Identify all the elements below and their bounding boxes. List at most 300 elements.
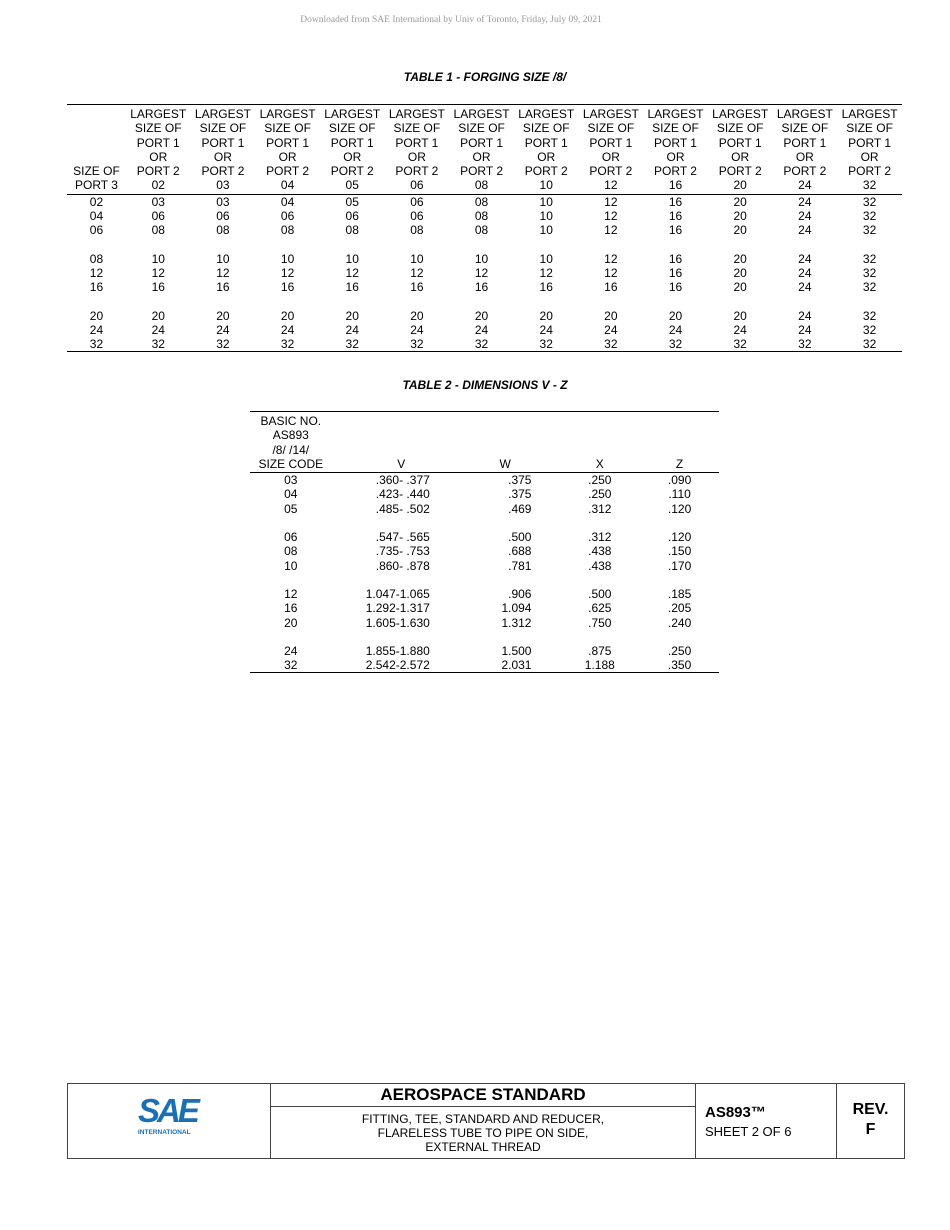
table-cell: .438 [588, 544, 612, 559]
table-cell: 20 [216, 308, 230, 323]
table-cell: 04 [280, 194, 295, 209]
table-cell: 24 [280, 322, 295, 337]
column-header-line: SIZE OF [328, 121, 376, 136]
table-cell: .438 [588, 558, 612, 573]
revision-value: F [865, 1121, 876, 1138]
table-cell: 1.094 [501, 601, 532, 616]
column-header-line: LARGEST [130, 107, 187, 121]
table-cell: 1.605-1.630 [365, 615, 430, 630]
group-spacer [67, 295, 902, 309]
table-cell: .860- .878 [375, 558, 430, 573]
table-cell: 16 [668, 223, 683, 238]
table-cell: .170 [667, 558, 692, 573]
description-line-3: EXTERNAL THREAD [425, 1140, 541, 1155]
sae-logo [136, 1094, 206, 1136]
table-cell: 06 [280, 209, 295, 224]
column-header-line: SIZE OF [134, 121, 182, 136]
column-header-line: PORT 1 [718, 135, 762, 150]
column-header-line: LARGEST [259, 107, 316, 121]
table-row [67, 323, 902, 337]
table-row [250, 544, 719, 558]
table-cell: .750 [588, 615, 612, 630]
table-cell: 20 [733, 209, 747, 224]
table-cell: 16 [668, 280, 683, 295]
table-cell: 10 [280, 251, 295, 266]
table-cell: 24 [798, 322, 812, 337]
table-cell: 16 [474, 280, 489, 295]
size-code-header-line: SIZE CODE [258, 456, 324, 471]
dimension-header: Z [675, 456, 684, 471]
column-header-line: PORT 1 [201, 135, 245, 150]
table-row [67, 209, 902, 223]
table-cell: 20 [604, 308, 618, 323]
table-cell: 16 [604, 280, 618, 295]
table-cell: 10 [151, 251, 165, 266]
table-row [250, 530, 719, 544]
column-header-line: SIZE OF [522, 121, 570, 136]
column-header-line: SIZE OF [846, 121, 893, 136]
column-size: 02 [151, 178, 165, 193]
table-cell: .250 [588, 487, 612, 502]
table-cell: 12 [474, 265, 489, 280]
column-header-line: OR [731, 149, 750, 164]
column-header [320, 105, 385, 195]
table-cell: 16 [89, 280, 104, 295]
table-cell: 12 [604, 209, 618, 224]
column-header-line: PORT 1 [654, 135, 697, 150]
table-cell: 16 [668, 265, 683, 280]
column-header-line: OR [278, 149, 297, 164]
table-cell: 20 [280, 308, 295, 323]
column-header [514, 105, 579, 195]
column-header-line: OR [860, 149, 879, 164]
table-cell: 16 [668, 209, 683, 224]
column-header-line: LARGEST [388, 107, 445, 121]
table-cell: 1.047-1.065 [365, 586, 430, 601]
table-cell: 32 [474, 337, 489, 352]
title-block [67, 1083, 905, 1159]
column-size: 12 [604, 178, 618, 193]
table-cell: 20 [733, 308, 747, 323]
table-cell: 16 [668, 194, 683, 209]
table-cell: 20 [733, 265, 747, 280]
table-cell: 32 [284, 658, 298, 673]
table-cell: 12 [151, 265, 165, 280]
table-cell: 12 [604, 223, 618, 238]
table-cell: 24 [798, 209, 812, 224]
table-cell: 32 [862, 322, 877, 337]
table-row [67, 252, 902, 266]
table-cell: 20 [539, 308, 553, 323]
column-header-line: OR [213, 149, 232, 164]
column-header-line: PORT 2 [524, 164, 568, 179]
table-cell: .250 [667, 643, 692, 658]
column-header-line: PORT 1 [136, 135, 180, 150]
column-header-line: SIZE OF [652, 121, 699, 136]
table-cell: 16 [151, 280, 165, 295]
table-cell: .250 [588, 473, 612, 488]
group-spacer [250, 573, 719, 587]
table2-title: TABLE 2 - DIMENSIONS V - Z [402, 378, 568, 392]
table-cell: 05 [345, 194, 359, 209]
table-cell: 08 [151, 223, 165, 238]
column-header-line: PORT 2 [266, 164, 310, 179]
group-spacer [250, 630, 719, 644]
table-cell: 32 [604, 337, 618, 352]
table-cell: 06 [216, 209, 230, 224]
column-header [773, 105, 838, 195]
table-cell: 08 [284, 544, 298, 559]
dimensions-table [250, 411, 719, 673]
document-number: AS893™ [705, 1104, 766, 1121]
table-cell: 03 [216, 194, 230, 209]
table-cell: 12 [604, 265, 618, 280]
table-cell: .500 [508, 530, 532, 545]
table-row [250, 644, 719, 658]
table-cell: 32 [539, 337, 553, 352]
logo-subtext: INTERNATIONAL [138, 1129, 191, 1136]
table-cell: .150 [667, 544, 692, 559]
row-header-line: SIZE OF [73, 164, 120, 179]
table-cell: 12 [345, 265, 359, 280]
table-cell: 24 [539, 322, 553, 337]
table-cell: 24 [151, 322, 165, 337]
column-header-line: LARGEST [776, 107, 833, 121]
table-cell: 20 [733, 223, 747, 238]
table-cell: 03 [284, 473, 298, 488]
table-cell: 10 [539, 251, 553, 266]
table-cell: 12 [216, 265, 230, 280]
table-cell: .205 [667, 601, 692, 616]
table-cell: 24 [668, 322, 683, 337]
table-cell: .906 [508, 586, 532, 601]
column-header-line: OR [601, 149, 620, 164]
column-header-line: SIZE OF [587, 121, 635, 136]
column-header-line: PORT 2 [395, 164, 439, 179]
table-cell: .360- .377 [375, 473, 430, 488]
table-cell: 24 [798, 251, 812, 266]
column-header [385, 105, 450, 195]
column-size: 20 [733, 178, 747, 193]
table-cell: 32 [733, 337, 747, 352]
column-header-line: PORT 2 [589, 164, 633, 179]
table-cell: .185 [667, 586, 692, 601]
column-size: 24 [798, 178, 812, 193]
dimension-header: W [499, 456, 511, 471]
column-header [449, 105, 514, 195]
size-code-header [250, 412, 332, 473]
table-cell: 10 [345, 251, 359, 266]
document-cell [696, 1084, 837, 1158]
column-header-line: PORT 2 [460, 164, 503, 179]
table-cell: 16 [410, 280, 424, 295]
table-cell: 06 [410, 209, 424, 224]
table-cell: 32 [151, 337, 165, 352]
table-row [250, 587, 719, 601]
revision-label: REV. [852, 1101, 889, 1118]
table-cell: 2.542-2.572 [365, 658, 430, 673]
table-cell: 32 [862, 337, 877, 352]
logo-text: SAE [138, 1094, 197, 1129]
column-header-line: LARGEST [518, 107, 575, 121]
table-cell: 04 [284, 487, 298, 502]
table-row [67, 280, 902, 294]
column-header-line: PORT 1 [460, 135, 503, 150]
table-cell: 06 [410, 194, 424, 209]
column-header-line: PORT 1 [783, 135, 827, 150]
table-cell: .375 [508, 487, 532, 502]
column-header-line: OR [407, 149, 426, 164]
table-row [250, 559, 719, 573]
table-cell: 32 [862, 308, 877, 323]
table-cell: .735- .753 [375, 544, 430, 559]
table-cell: 04 [89, 209, 104, 224]
table-cell: 08 [345, 223, 359, 238]
table-cell: 24 [216, 322, 230, 337]
column-size: 10 [539, 178, 553, 193]
table-cell: 1.855-1.880 [365, 643, 430, 658]
column-header [708, 105, 773, 195]
column-header [643, 105, 708, 195]
table-cell: 20 [474, 308, 489, 323]
table-cell: 10 [216, 251, 230, 266]
table-cell: 08 [89, 251, 104, 266]
dimension-header: X [595, 456, 604, 471]
table-row [250, 616, 719, 630]
table-cell: 24 [798, 223, 812, 238]
table-cell: 06 [345, 209, 359, 224]
table-row [250, 502, 719, 516]
table-cell: 20 [410, 308, 424, 323]
column-header-line: PORT 1 [524, 135, 568, 150]
size-code-header-line: /8/ /14/ [272, 442, 310, 457]
column-size: 04 [280, 178, 295, 193]
column-header-line: OR [149, 149, 168, 164]
table-cell: 32 [862, 265, 877, 280]
column-size: 05 [345, 178, 359, 193]
table-cell: 24 [798, 280, 812, 295]
table-cell: .120 [667, 530, 692, 545]
table-cell: 24 [89, 322, 104, 337]
table-cell: 20 [668, 308, 683, 323]
group-spacer [250, 516, 719, 530]
table-row [67, 194, 902, 209]
table-cell: 1.292-1.317 [365, 601, 430, 616]
table-cell: .625 [588, 601, 612, 616]
table-cell: 32 [668, 337, 683, 352]
table-row [67, 337, 902, 352]
column-header-line: LARGEST [194, 107, 251, 121]
table-cell: 32 [216, 337, 230, 352]
table-cell: 24 [798, 308, 812, 323]
table-cell: .781 [508, 558, 532, 573]
column-header-line: PORT 1 [395, 135, 439, 150]
table-cell: 08 [474, 223, 489, 238]
table-cell: 24 [284, 643, 298, 658]
table-cell: .110 [668, 487, 691, 502]
table-cell: 06 [89, 223, 104, 238]
table-cell: .547- .565 [375, 530, 430, 545]
table-cell: .375 [508, 473, 532, 488]
title-cell [271, 1084, 696, 1158]
column-header-line: SIZE OF [264, 121, 311, 136]
column-header-line: PORT 1 [848, 135, 892, 150]
table-cell: .312 [588, 530, 612, 545]
column-header [126, 105, 191, 195]
table-cell: 12 [284, 586, 298, 601]
table-cell: 16 [284, 601, 298, 616]
table-cell: 12 [604, 251, 618, 266]
table-cell: 32 [280, 337, 295, 352]
column-header-line: PORT 2 [654, 164, 697, 179]
column-header-line: PORT 2 [136, 164, 180, 179]
column-size: 32 [862, 178, 877, 193]
column-header-line: OR [666, 149, 685, 164]
table1-title: TABLE 1 - FORGING SIZE /8/ [403, 70, 567, 84]
table-cell: 20 [345, 308, 359, 323]
table-cell: 32 [862, 194, 877, 209]
description-line-1: FITTING, TEE, STANDARD AND REDUCER, [361, 1112, 605, 1126]
table-cell: 12 [410, 265, 424, 280]
table-cell: 24 [604, 322, 618, 337]
revision-cell [837, 1084, 904, 1158]
column-header-line: OR [472, 149, 491, 164]
row-header-line: PORT 3 [75, 178, 118, 193]
column-header-line: OR [795, 149, 814, 164]
table-cell: 16 [280, 280, 295, 295]
table-cell: .090 [667, 473, 692, 488]
table-cell: 20 [733, 251, 747, 266]
table-cell: .312 [588, 501, 612, 516]
column-header-line: OR [343, 149, 362, 164]
table-cell: .120 [667, 501, 692, 516]
table-row [250, 658, 719, 673]
column-header [579, 105, 644, 195]
column-header-line: LARGEST [453, 107, 510, 121]
column-header-line: SIZE OF [393, 121, 441, 136]
table-cell: 32 [89, 337, 104, 352]
table-cell: 05 [284, 501, 298, 516]
column-header-line: SIZE OF [199, 121, 247, 136]
table-cell: 10 [539, 194, 553, 209]
column-size: 06 [410, 178, 424, 193]
table-cell: 20 [733, 194, 747, 209]
table-cell: 1.188 [584, 658, 615, 673]
column-header-line: PORT 2 [330, 164, 374, 179]
table-cell: 08 [410, 223, 424, 238]
table-cell: 12 [89, 265, 104, 280]
table-cell: 20 [284, 615, 298, 630]
table-cell: 24 [798, 194, 812, 209]
table-cell: .350 [667, 658, 692, 673]
table-cell: 24 [733, 322, 747, 337]
column-header-line: PORT 2 [201, 164, 245, 179]
table-cell: .688 [508, 544, 532, 559]
table-cell: 06 [151, 209, 165, 224]
description-line-2: FLARELESS TUBE TO PIPE ON SIDE, [377, 1126, 589, 1141]
column-header-line: SIZE OF [781, 121, 829, 136]
table-cell: 10 [284, 558, 298, 573]
table-cell: 12 [539, 265, 553, 280]
forging-size-table [67, 104, 902, 352]
table-cell: 16 [216, 280, 230, 295]
table-cell: .240 [667, 615, 692, 630]
table-cell: .423- .440 [375, 487, 430, 502]
column-header-line: PORT 1 [330, 135, 374, 150]
column-header-line: LARGEST [582, 107, 639, 121]
table-cell: 32 [410, 337, 424, 352]
standard-description [271, 1107, 695, 1155]
table-cell: 20 [733, 280, 747, 295]
table-cell: 32 [862, 280, 877, 295]
table-cell: 12 [604, 194, 618, 209]
table-cell: 10 [474, 251, 489, 266]
table-cell: 16 [668, 251, 683, 266]
column-header-line: LARGEST [647, 107, 704, 121]
table-cell: 32 [862, 251, 877, 266]
table-row [250, 487, 719, 501]
table-row [67, 309, 902, 323]
table-cell: .485- .502 [375, 501, 430, 516]
table-row [250, 601, 719, 615]
table-row [67, 266, 902, 280]
table-cell: 32 [798, 337, 812, 352]
size-code-header-line: BASIC NO. [260, 414, 322, 428]
table-cell: .469 [508, 501, 532, 516]
column-size: 08 [474, 178, 489, 193]
table-cell: 24 [798, 265, 812, 280]
table-cell: 24 [345, 322, 359, 337]
table-cell: 16 [345, 280, 359, 295]
column-header-line: OR [537, 149, 556, 164]
table-cell: 32 [862, 223, 877, 238]
column-header-line: LARGEST [841, 107, 898, 121]
table-cell: 24 [410, 322, 424, 337]
column-size: 16 [668, 178, 683, 193]
group-spacer [67, 238, 902, 252]
column-header-line: LARGEST [324, 107, 381, 121]
table-cell: 32 [345, 337, 359, 352]
table-cell: 10 [539, 209, 553, 224]
table-row [250, 473, 719, 488]
logo-cell [68, 1084, 271, 1158]
table-cell: 10 [410, 251, 424, 266]
column-header-line: PORT 1 [589, 135, 633, 150]
table-cell: 02 [89, 194, 104, 209]
column-header [191, 105, 256, 195]
table-cell: .500 [588, 586, 612, 601]
download-note: Downloaded from SAE International by Univ of Toronto, Friday, July 09, 2021 [300, 15, 602, 25]
table-cell: 20 [89, 308, 104, 323]
column-header-line: PORT 2 [848, 164, 892, 179]
table-cell: 10 [539, 223, 553, 238]
column-header-line: PORT 2 [783, 164, 827, 179]
column-header-line: PORT 2 [718, 164, 762, 179]
table-cell: 08 [474, 194, 489, 209]
standard-heading: AEROSPACE STANDARD [271, 1084, 695, 1107]
column-header [837, 105, 902, 195]
table-cell: 1.500 [501, 643, 532, 658]
table-cell: 16 [539, 280, 553, 295]
column-header-line: PORT 1 [266, 135, 310, 150]
column-size: 03 [216, 178, 230, 193]
table-cell: 32 [862, 209, 877, 224]
dimension-header: V [397, 456, 406, 471]
table-cell: .875 [588, 643, 612, 658]
table-cell: 08 [280, 223, 295, 238]
column-header-line: SIZE OF [716, 121, 764, 136]
column-header [255, 105, 320, 195]
